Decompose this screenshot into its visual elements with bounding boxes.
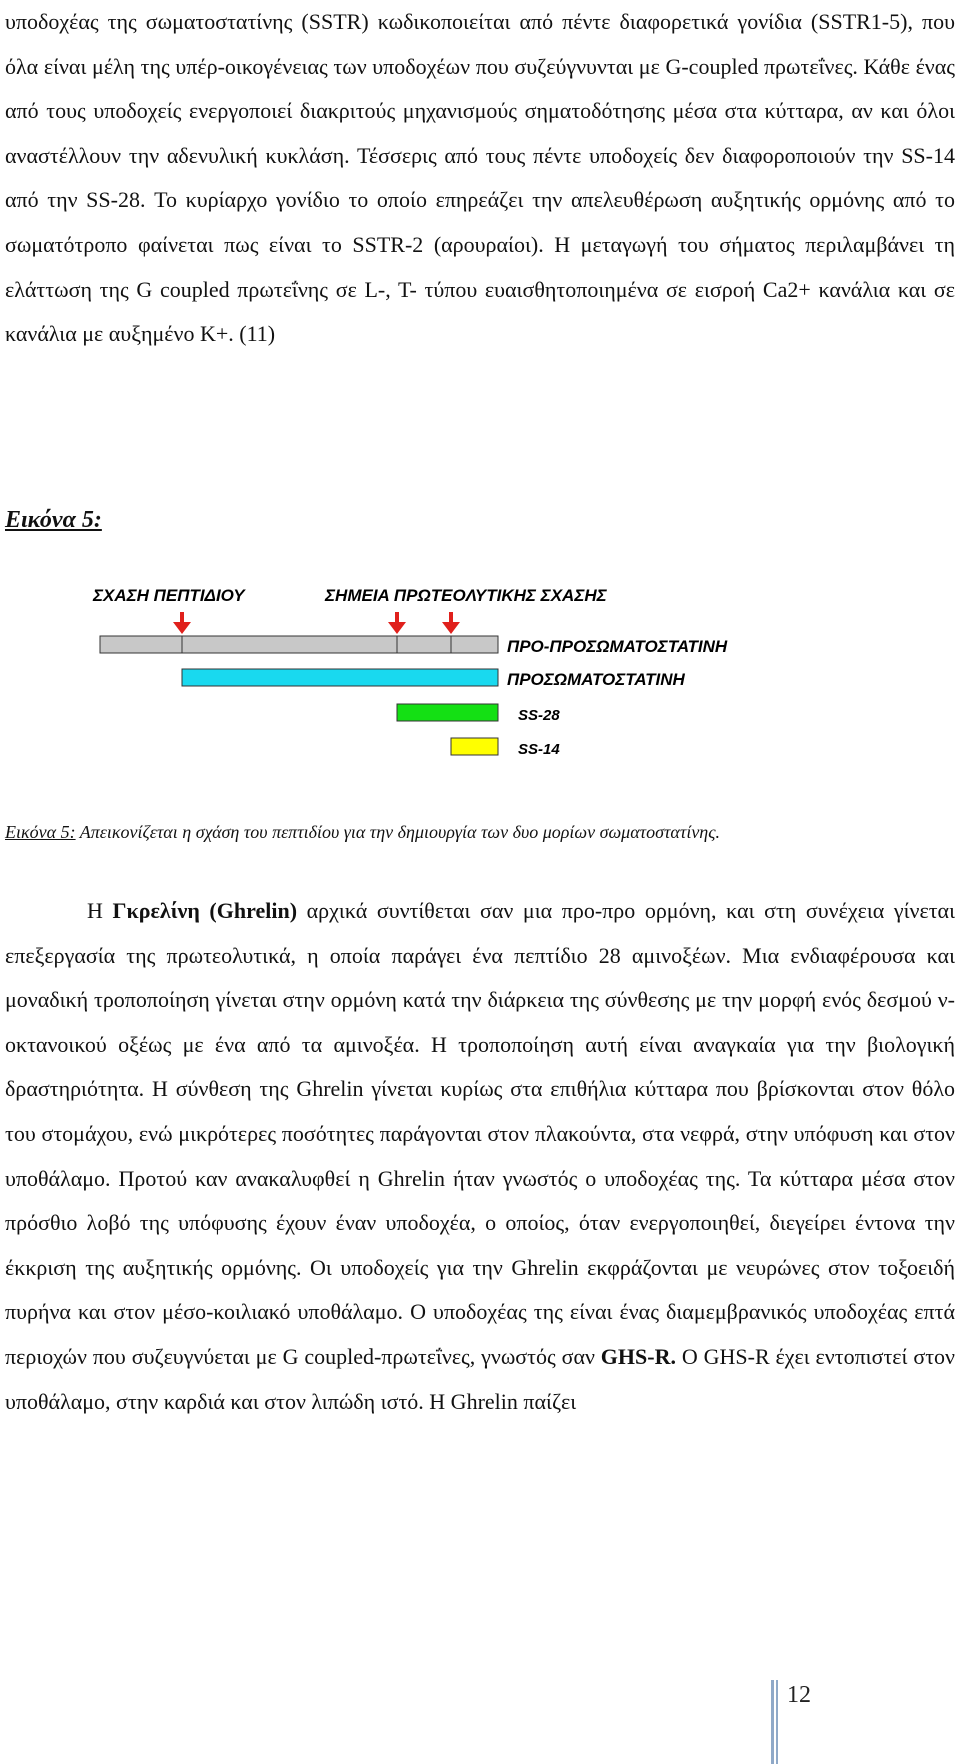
caption-text: Απεικονίζεται η σχάση του πεπτιδίου για την δημιουργία των δυο μορίων σωματοστατίνης.	[75, 822, 721, 842]
label-proteolytic-sites: ΣΗΜΕΙΑ ΠΡΩΤΕΟΛΥΤΙΚΗΣ ΣΧΑΣΗΣ	[325, 586, 607, 605]
figure-caption	[5, 822, 720, 843]
bar-label-prosomatostatin: ΠΡΟΣΩΜΑΤΟΣΤΑΤΙΝΗ	[507, 670, 685, 689]
ghs-r-term: GHS-R.	[600, 1343, 676, 1369]
body-paragraph-ghrelin	[5, 889, 955, 1424]
bar-label-ss14: SS-14	[518, 741, 560, 758]
label-peptide-cleavage: ΣΧΑΣΗ ΠΕΠΤΙΔΙΟΥ	[93, 586, 245, 605]
bar-pre-prosomatostatin	[100, 636, 498, 653]
peptide-cleavage-diagram	[0, 570, 960, 770]
bar-label-ss28: SS-28	[518, 707, 560, 724]
bar-label-pre-prosomatostatin: ΠΡΟ-ΠΡΟΣΩΜΑΤΟΣΤΑΤΙΝΗ	[507, 637, 728, 656]
bar-ss28	[397, 704, 498, 721]
cleavage-arrow	[388, 612, 406, 634]
figure-heading: Εικόνα 5:	[5, 507, 102, 533]
cleavage-arrow	[442, 612, 460, 634]
bar-ss14	[451, 738, 498, 755]
ghrelin-text-end: Ο GHS-R έχει εντοπιστεί στον υποθάλαμο, στην καρδιά και στον λιπώδη ιστό. Η Ghrelin παίζει	[5, 1343, 955, 1414]
ghrelin-term: Γκρελίνη (Ghrelin)	[112, 898, 298, 923]
ghrelin-text-start: Η	[87, 898, 113, 923]
ghrelin-text-middle: αρχικά συντίθεται σαν μια προ-προ ορμόνη, και στη συνέχεια γίνεται επεξεργασία της πρωτεολυτικά, η οποία παράγει ένα πεπτίδιο 28 αμινοξέων. Μια ενδιαφέρουσα και μοναδική τροποποίηση γίνεται στην ορμόνη κατά την διάρκεια της σύνθεσης με την μορφή ενός δεσμού ν-οκτανοικού οξέως με ένα από τα αμινοξέα. Η τροποποίηση αυτή είναι αναγκαία για την βιολογική δραστηριότητα. Η σύνθεση της Ghrelin γίνεται κυρίως στα επιθήλια κύτταρα που βρίσκονται στον θόλο του στομάχου, ενώ μικρότερες ποσότητες παράγονται στον πλακούντα, στα νεφρά, στην υπόφυση και στον υποθάλαμο. Προτού καν ανακαλυφθεί η Ghrelin ήταν γνωστός ο υποδοχέας της. Τα κύτταρα μέσα στον πρόσθιο λοβό της υπόφυσης έχουν έναν υποδοχέα, ο οποίος, όταν ενεργοποιηθεί, διεγείρει έντονα την έκκριση της αυξητικής ορμόνης. Οι υποδοχείς για την Ghrelin εκφράζονται με νευρώνες στον τοξοειδή πυρήνα και στον μέσο-κοιλιακό υποθάλαμο. Ο υποδοχέας της είναι ένας διαμεμβρανικός υποδοχέας επτά περιοχών που συζευγνύεται με G coupled-πρωτεΐνες, γνωστός σαν	[5, 898, 956, 1369]
page-number: 12	[787, 1682, 811, 1708]
bar-prosomatostatin	[182, 669, 498, 686]
body-paragraph-somatostatin: υποδοχέας της σωματοστατίνης (SSTR) κωδικοποιείται από πέντε διαφορετικά γονίδια (SSTR1-5), που όλα είναι μέλη της υπέρ-οικογένειας των υποδοχέων που συζεύγνυνται με G-coupled πρωτεΐνες. Κάθε ένας από τους υποδοχείς ενεργοποιεί διακριτούς μηχανισμούς σηματοδότησης μέσα στα κύτταρα, αν και όλοι αναστέλλουν την αδενυλική κυκλάση. Τέσσερις από τους πέντε υποδοχείς δεν διαφοροποιούν την SS-14 από την SS-28. Το κυρίαρχο γονίδιο το οποίο επηρεάζει την απελευθέρωση αυξητικής ορμόνης από το σωματότροπο φαίνεται πως είναι το SSTR-2 (αρουραίοι). Η μεταγωγή του σήματος περιλαμβάνει τη ελάττωση της G coupled πρωτεΐνης σε L-, T- τύπου ευαισθητοποιημένα σε εισροή Ca2+ κανάλια και σε κανάλια με αυξημένο K+. (11)	[5, 9, 955, 347]
footer-divider	[771, 1680, 778, 1764]
cleavage-arrow	[173, 612, 191, 634]
caption-lead: Εικόνα 5:	[5, 822, 76, 842]
